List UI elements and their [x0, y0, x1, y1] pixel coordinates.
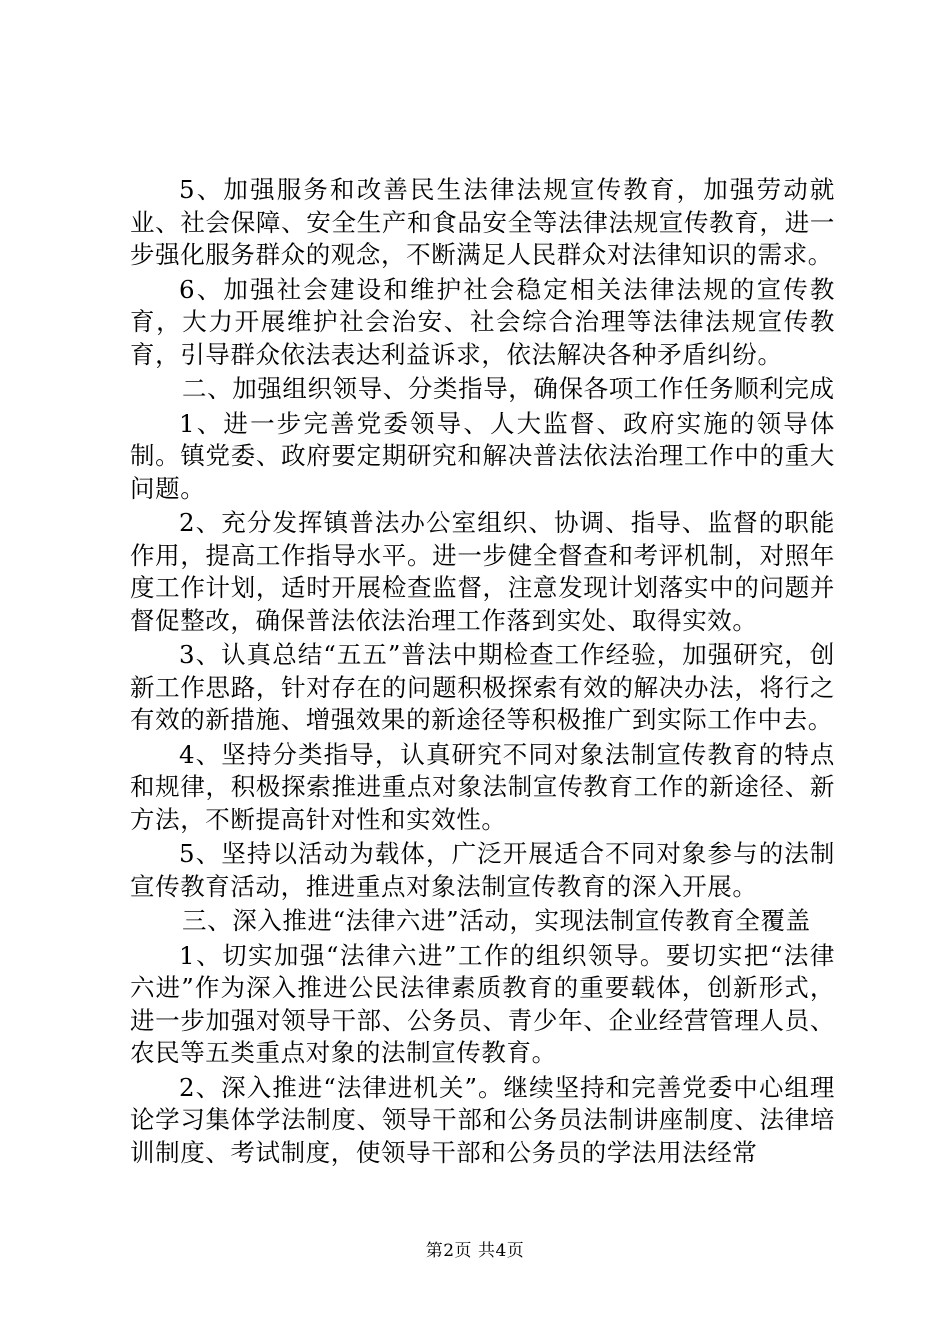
document-body — [130, 174, 835, 1171]
paragraph-item: 2、充分发挥镇普法办公室组织、协调、指导、监督的职能作用，提高工作指导水平。进一步健全督查和考评机制，对照年度工作计划，适时开展检查监督，注意发现计划落实中的问题并督促整改，确保普法依法治理工作落到实处、取得实效。 — [130, 508, 835, 635]
section-heading: 二、加强组织领导、分类指导，确保各项工作任务顺利完成 — [182, 374, 835, 403]
paragraph-item: 1、切实加强“法律六进”工作的组织领导。要切实把“法律六进”作为深入推进公民法律素质教育的重要载体，创新形式，进一步加强对领导干部、公务员、青少年、企业经营管理人员、农民等五类重点对象的法制宣传教育。 — [130, 940, 835, 1067]
paragraph-item: 3、认真总结“五五”普法中期检查工作经验，加强研究，创新工作思路，针对存在的问题积极探索有效的解决办法，将行之有效的新措施、增强效果的新途径等积极推广到实际工作中去。 — [130, 640, 835, 734]
paragraph-item: 1、进一步完善党委领导、人大监督、政府实施的领导体制。镇党委、政府要定期研究和解决普法依法治理工作中的重大问题。 — [130, 408, 835, 503]
paragraph-item: 5、加强服务和改善民生法律法规宣传教育，加强劳动就业、社会保障、安全生产和食品安全等法律法规宣传教育，进一步强化服务群众的观念，不断满足人民群众对法律知识的需求。 — [130, 175, 835, 269]
paragraph-item: 5、坚持以活动为载体，广泛开展适合不同对象参与的法制宣传教育活动，推进重点对象法制宣传教育的深入开展。 — [130, 839, 835, 901]
paragraph-item: 6、加强社会建设和维护社会稳定相关法律法规的宣传教育，大力开展维护社会治安、社会综合治理等法律法规宣传教育，引导群众依法表达利益诉求，依法解决各种矛盾纠纷。 — [130, 274, 835, 369]
section-heading: 三、深入推进“法律六进”活动，实现法制宣传教育全覆盖 — [182, 906, 811, 935]
paragraph-item: 2、深入推进“法律进机关”。继续坚持和完善党委中心组理论学习集体学法制度、领导干部和公务员法制讲座制度、法律培训制度、考试制度，使领导干部和公务员的学法用法经常 — [130, 1072, 835, 1167]
page-number: 第2页 共4页 — [425, 1241, 525, 1261]
paragraph-item: 4、坚持分类指导，认真研究不同对象法制宣传教育的特点和规律，积极探索推进重点对象法制宣传教育工作的新途径、新方法，不断提高针对性和实效性。 — [130, 739, 835, 834]
page-footer — [0, 1240, 950, 1262]
